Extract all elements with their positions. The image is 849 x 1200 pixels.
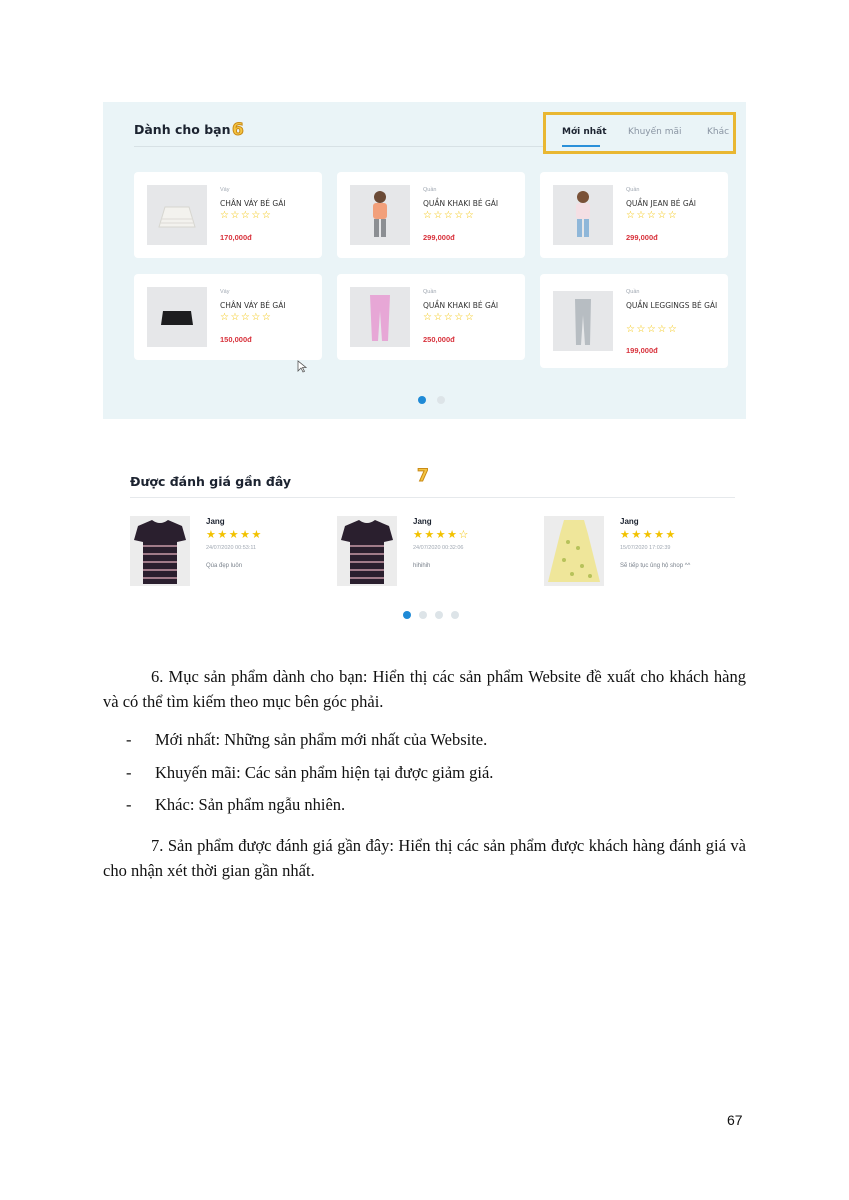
rating-stars: ☆☆☆☆☆ bbox=[220, 312, 273, 323]
rating-stars: ★★★★★ bbox=[620, 529, 677, 541]
product-category: Quần bbox=[626, 187, 640, 193]
product-price: 299,000đ bbox=[423, 233, 455, 242]
recommended-title: Dành cho bạn bbox=[134, 122, 231, 137]
product-category: Quần bbox=[423, 289, 437, 295]
product-category: Quần bbox=[423, 187, 437, 193]
review-item[interactable] bbox=[337, 516, 537, 588]
tabs-highlight-box bbox=[543, 112, 736, 154]
reviews-divider bbox=[130, 497, 735, 498]
review-item[interactable] bbox=[130, 516, 330, 588]
callout-number-7: 7 bbox=[417, 466, 429, 486]
review-item[interactable] bbox=[544, 516, 744, 588]
reviewer-name: Jang bbox=[413, 517, 432, 526]
black-skirt-icon bbox=[147, 287, 207, 347]
product-card[interactable] bbox=[134, 274, 322, 360]
tab-newest[interactable]: Mới nhất bbox=[562, 127, 607, 137]
product-image[interactable] bbox=[544, 516, 604, 586]
tab-promotion[interactable]: Khuyến mãi bbox=[628, 127, 682, 137]
product-price: 199,000đ bbox=[626, 346, 658, 355]
mouse-cursor-icon bbox=[297, 360, 307, 374]
reviews-pager bbox=[403, 611, 459, 619]
carousel-pager bbox=[418, 396, 445, 404]
rating-stars: ★★★★★ bbox=[206, 529, 263, 541]
tab-other[interactable]: Khác bbox=[707, 127, 730, 137]
pager-dot[interactable] bbox=[437, 396, 445, 404]
product-image[interactable] bbox=[553, 185, 613, 245]
review-text: hihihih bbox=[413, 563, 431, 569]
pager-dot-active[interactable] bbox=[418, 396, 426, 404]
callout-number-6: 6 bbox=[232, 120, 244, 140]
page-number: 67 bbox=[727, 1112, 743, 1128]
girl-khaki-icon bbox=[350, 185, 410, 245]
pager-dot[interactable] bbox=[419, 611, 427, 619]
pager-dot-active[interactable] bbox=[403, 611, 411, 619]
rating-stars: ☆☆☆☆☆ bbox=[626, 210, 679, 221]
product-card[interactable] bbox=[337, 172, 525, 258]
rating-stars: ☆☆☆☆☆ bbox=[220, 210, 273, 221]
product-image[interactable] bbox=[350, 287, 410, 347]
paragraph-6: 6. Mục sản phẩm dành cho bạn: Hiển thị các sản phẩm Website đề xuất cho khách hàng và có thể tìm kiếm theo mục bên góc phải. bbox=[103, 667, 746, 711]
product-image[interactable] bbox=[147, 185, 207, 245]
product-image[interactable] bbox=[130, 516, 190, 586]
floral-dress-icon bbox=[544, 516, 604, 586]
skirt-icon bbox=[147, 185, 207, 245]
product-name[interactable]: CHÂN VÁY BÉ GÁI bbox=[220, 199, 286, 208]
review-text: Sẽ tiếp tục ủng hộ shop ^^ bbox=[620, 563, 691, 569]
product-name[interactable]: CHÂN VÁY BÉ GÁI bbox=[220, 301, 286, 310]
rating-stars: ☆☆☆☆☆ bbox=[423, 312, 476, 323]
pager-dot[interactable] bbox=[451, 611, 459, 619]
leggings-icon bbox=[553, 291, 613, 351]
review-time: 15/07/2020 17:02:39 bbox=[620, 545, 671, 551]
review-time: 24/07/2020 00:32:06 bbox=[413, 545, 464, 551]
reviewer-name: Jang bbox=[206, 517, 225, 526]
product-card[interactable] bbox=[337, 274, 525, 360]
product-image[interactable] bbox=[337, 516, 397, 586]
product-category: Váy bbox=[220, 289, 230, 295]
rating-stars: ★★★★☆ bbox=[413, 529, 470, 541]
product-image[interactable] bbox=[147, 287, 207, 347]
product-name[interactable]: QUẦN JEAN BÉ GÁI bbox=[626, 199, 697, 208]
product-price: 150,000đ bbox=[220, 335, 252, 344]
review-text: Qúa đẹp luôn bbox=[206, 563, 243, 569]
rating-stars: ☆☆☆☆☆ bbox=[423, 210, 476, 221]
product-card[interactable] bbox=[540, 274, 728, 368]
product-category: Quần bbox=[626, 289, 640, 295]
product-name[interactable]: QUẦN LEGGINGS BÉ GÁI bbox=[626, 301, 718, 310]
product-card[interactable] bbox=[134, 172, 322, 258]
product-image[interactable] bbox=[350, 185, 410, 245]
reviewer-name: Jang bbox=[620, 517, 639, 526]
paragraph-7: 7. Sản phẩm được đánh giá gần đây: Hiển thị các sản phẩm được khách hàng đánh giá và cho nhận xét thời gian gần nhất. bbox=[103, 836, 746, 880]
striped-tshirt-icon bbox=[130, 516, 190, 586]
striped-tshirt-icon bbox=[337, 516, 397, 586]
reviews-title: Được đánh giá gần đây bbox=[130, 474, 292, 489]
product-card[interactable] bbox=[540, 172, 728, 258]
pink-pants-icon bbox=[350, 287, 410, 347]
product-category: Váy bbox=[220, 187, 230, 193]
review-time: 24/07/2020 00:53:11 bbox=[206, 545, 257, 551]
product-price: 299,000đ bbox=[626, 233, 658, 242]
product-price: 170,000đ bbox=[220, 233, 252, 242]
product-price: 250,000đ bbox=[423, 335, 455, 344]
rating-stars: ☆☆☆☆☆ bbox=[626, 324, 679, 335]
product-name[interactable]: QUẦN KHAKI BÉ GÁI bbox=[423, 199, 499, 208]
product-name[interactable]: QUẦN KHAKI BÉ GÁI bbox=[423, 301, 499, 310]
active-tab-underline bbox=[562, 145, 600, 147]
girl-jean-icon bbox=[553, 185, 613, 245]
product-image[interactable] bbox=[553, 291, 613, 351]
recommended-section bbox=[103, 102, 746, 419]
pager-dot[interactable] bbox=[435, 611, 443, 619]
